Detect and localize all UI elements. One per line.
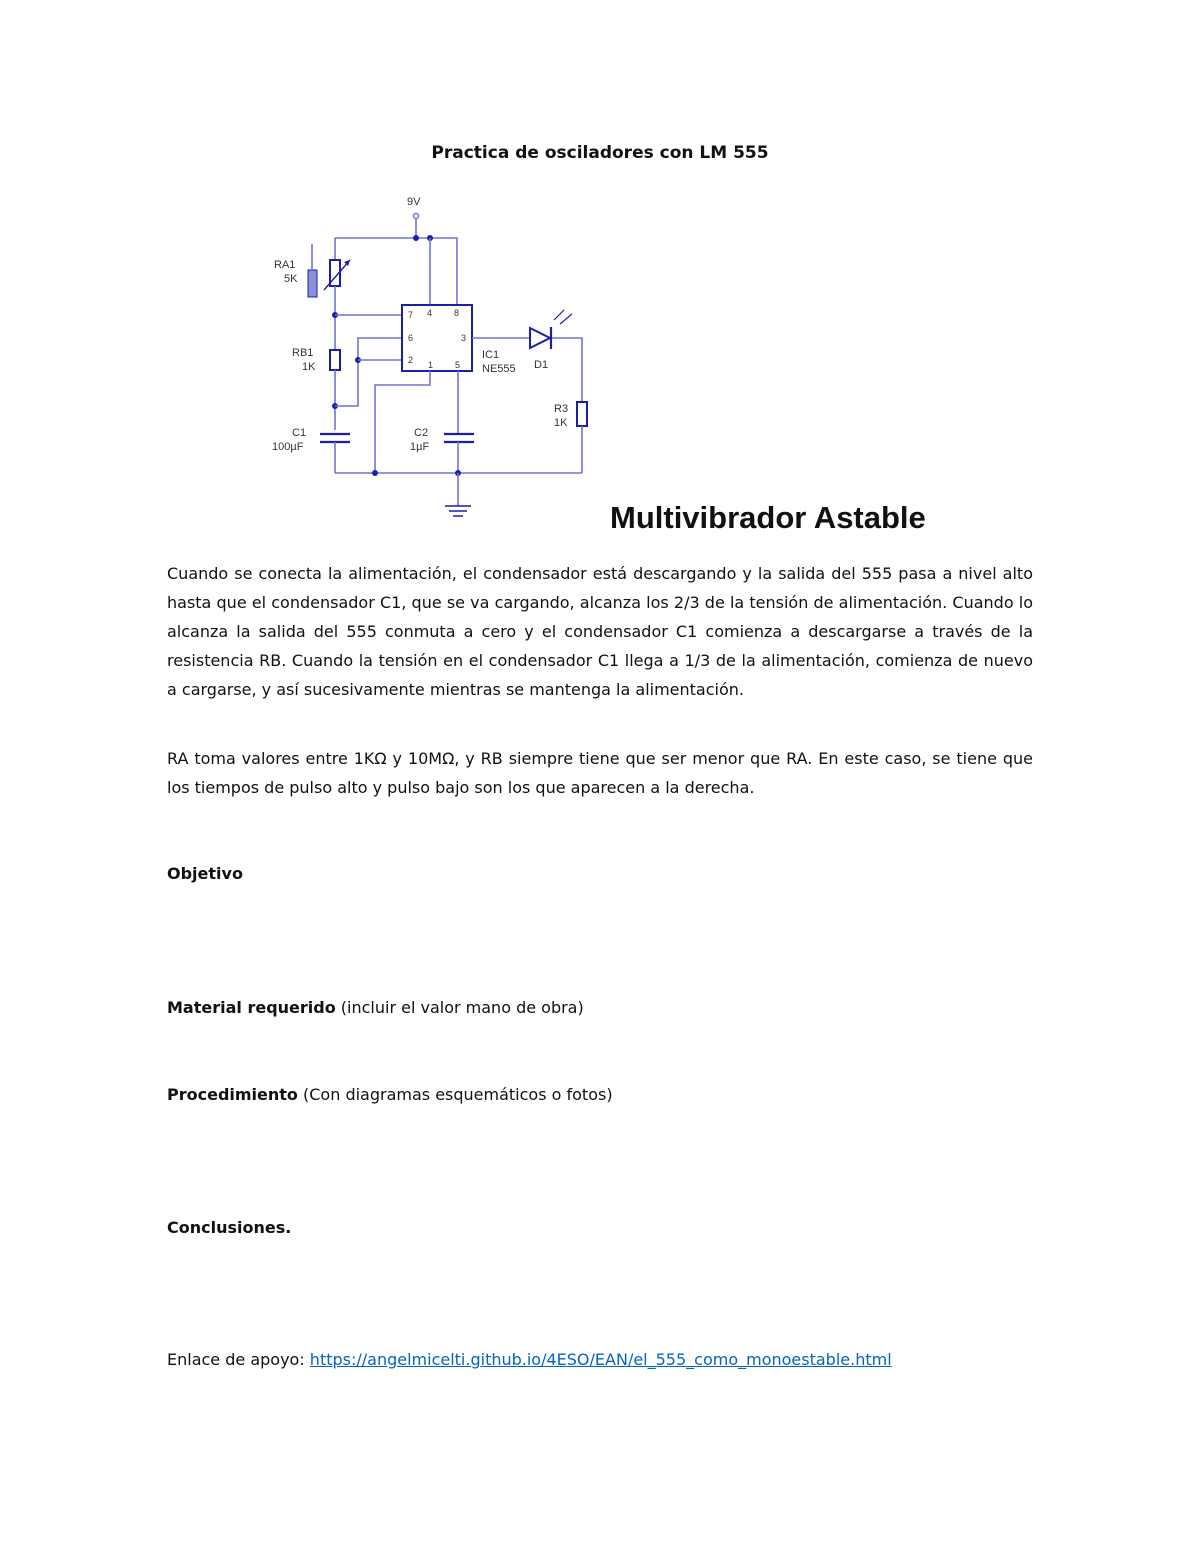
procedimiento-field [167,1085,613,1104]
material-note: (incluir el valor mano de obra) [335,998,584,1017]
material-field [167,998,584,1017]
pin-4: 4 [427,308,433,318]
conclusiones-label: Conclusiones. [167,1218,292,1237]
conclusiones-field [167,1218,291,1237]
ra1-name: RA1 [274,259,296,271]
support-label: Enlace de apoyo: [167,1350,310,1369]
values-paragraph: RA toma valores entre 1KΩ y 10MΩ, y RB siempre tiene que ser menor que RA. En este caso, se tiene que los tiempos de pulso alto y pulso bajo son los que aparecen a la derecha. [167,749,1033,797]
description-paragraph: Cuando se conecta la alimentación, el condensador está descargando y la salida del 555 pasa a nivel alto hasta que el condensador C1, que se va cargando, alcanza los 2/3 de la tensión de alimentación. Cuando lo alcanza la salida del 555 conmuta a cero y el condensador C1 comienza a descargarse a través de la resistencia RB. Cuando la tensión en el condensador C1 llega a 1/3 de la alimentación, comienza de nuevo a cargarse, y así sucesivamente mientras se mantenga la alimentación. [167,564,1033,699]
document-title: Practica de osciladores con LM 555 [431,143,769,163]
c2-value: 1µF [410,441,430,453]
procedimiento-note: (Con diagramas esquemáticos o fotos) [297,1085,613,1104]
procedimiento-label: Procedimiento [167,1085,298,1104]
supply-label: 9V [407,196,421,208]
ic1-name: IC1 [482,349,500,361]
pin-6: 6 [408,333,414,343]
objetivo-label: Objetivo [167,864,243,883]
pin-5: 5 [455,360,461,370]
ra1-value: 5K [284,273,298,285]
c2-name: C2 [414,427,429,439]
pin-2: 2 [408,355,414,365]
pin-8: 8 [454,308,460,318]
c1-value: 100µF [272,441,304,453]
rb1-value: 1K [302,361,316,373]
pin-3: 3 [461,333,467,343]
pin-1: 1 [428,360,434,370]
r3-name: R3 [554,403,569,415]
rb1-name: RB1 [292,347,314,359]
section-heading: Multivibrador Astable [610,500,926,535]
astable-circuit-diagram [262,190,602,530]
ic1-part: NE555 [482,363,516,375]
d1-name: D1 [534,359,549,371]
support-link[interactable]: https://angelmicelti.github.io/4ESO/EAN/el_555_como_monoestable.html [309,1350,892,1369]
c1-name: C1 [292,427,307,439]
r3-value: 1K [554,417,568,429]
support-line [167,1350,892,1369]
pin-7: 7 [408,310,414,320]
objetivo-field [167,864,243,883]
material-label: Material requerido [167,998,336,1017]
